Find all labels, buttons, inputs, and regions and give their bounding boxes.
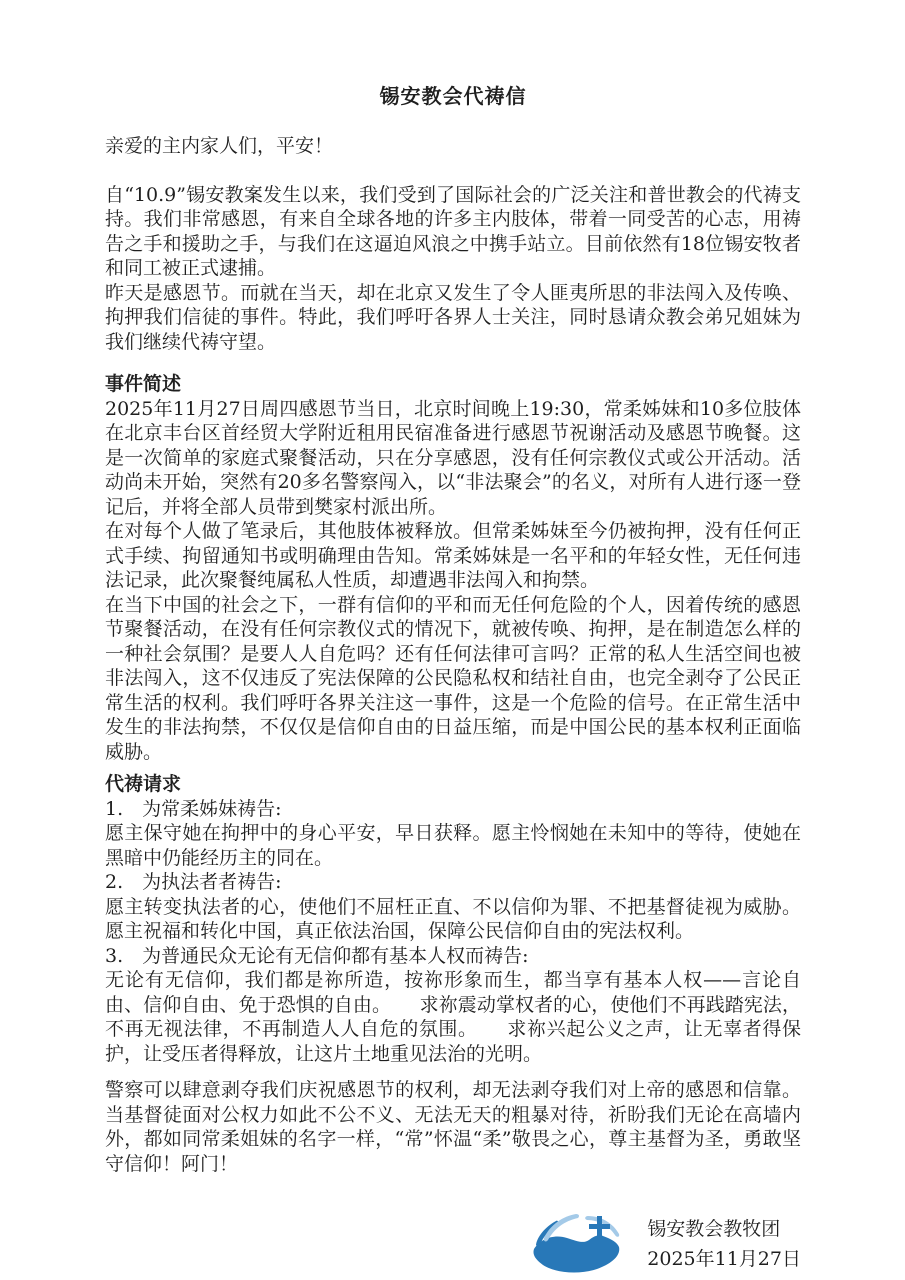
paragraph: 在对每个人做了笔录后，其他肢体被释放。但常柔姊妹至今仍被拘押，没有任何正式手续、拘留通知书或明确理由告知。常柔姊妹是一名平和的年轻女性，无任何违法记录，此次聚餐纯属私人性质，却遭遇非法闯入和拘禁。: [105, 520, 801, 591]
signature-block: [105, 1212, 801, 1276]
church-logo-icon: [531, 1212, 623, 1276]
greeting-line: 亲爱的主内家人们，平安！: [105, 135, 334, 157]
intro-block: [105, 183, 801, 355]
prayer-item-label: 2. 为执法者者祷告:: [105, 871, 282, 893]
signature-text: [647, 1214, 801, 1274]
signature-org: 锡安教会教牧团: [647, 1218, 781, 1240]
prayer-item-body: 无论有无信仰，我们都是祢所造，按祢形象而生，都当享有基本人权——言论自由、信仰自由、免于恐惧的自由。 求祢震动掌权者的心，使他们不再践踏宪法，不再无视法律，不再制造人人自危的氛围。 求祢兴起公义之声，让无辜者得保护，让受压者得释放，让这片土地重见法治的光明。: [105, 969, 801, 1065]
page-title: 锡安教会代祷信: [379, 84, 527, 108]
section-heading-prayer: 代祷请求: [105, 773, 182, 795]
incident-section: [105, 397, 801, 765]
paragraph: 自“10.9”锡安教案发生以来，我们受到了国际社会的广泛关注和普世教会的代祷支持。我们非常感恩，有来自全球各地的许多主内肢体，带着一同受苦的心志，用祷告之手和援助之手，与我们在这逼迫风浪之中携手站立。目前依然有18位锡安牧者和同工被正式逮捕。: [105, 183, 801, 279]
prayer-item-label: 3. 为普通民众无论有无信仰都有基本人权而祷告:: [105, 944, 529, 967]
signature-date: 2025年11月27日: [647, 1248, 801, 1270]
prayer-item-label: 1. 为常柔姊妹祷告:: [105, 797, 282, 820]
prayer-item-body: 愿主保守她在拘押中的身心平安，早日获释。愿主怜悯她在未知中的等待，使她在黑暗中仍能经历主的同在。: [105, 822, 801, 869]
closing-paragraph: 警察可以肆意剥夺我们庆祝感恩节的权利，却无法剥夺我们对上帝的感恩和信靠。当基督徒面对公权力如此不公不义、无法无天的粗暴对待，祈盼我们无论在高墙内外，都如同常柔姐妹的名字一样，“常”怀温“柔”敬畏之心，尊主基督为圣，勇敢坚守信仰！阿门！: [105, 1079, 801, 1175]
paragraph: 昨天是感恩节。而就在当天，却在北京又发生了令人匪夷所思的非法闯入及传唤、拘押我们信徒的事件。特此，我们呼吁各界人士关注，同时恳请众教会弟兄姐妹为我们继续代祷守望。: [105, 281, 801, 353]
paragraph: 2025年11月27日周四感恩节当日，北京时间晚上19:30，常柔姊妹和10多位肢体在北京丰台区首经贸大学附近租用民宿准备进行感恩节祝谢活动及感恩节晚餐。这是一次简单的家庭式聚餐活动，只在分享感恩，没有任何宗教仪式或公开活动。活动尚未开始，突然有20多名警察闯入，以“非法聚会”的名义，对所有人进行逐一登记后，并将全部人员带到樊家村派出所。: [105, 397, 801, 518]
prayer-item-body: 愿主转变执法者的心，使他们不屈枉正直、不以信仰为罪、不把基督徒视为威胁。愿主祝福和转化中国，真正依法治国，保障公民信仰自由的宪法权利。: [105, 895, 801, 942]
prayer-section: [105, 797, 801, 1067]
section-heading-incident: 事件简述: [105, 373, 182, 395]
paragraph: 在当下中国的社会之下，一群有信仰的平和而无任何危险的个人，因着传统的感恩节聚餐活动，在没有任何宗教仪式的情况下，就被传唤、拘押，是在制造怎么样的一种社会氛围？是要人人自危吗？还有任何法律可言吗？正常的私人生活空间也被非法闯入，这不仅违反了宪法保障的公民隐私权和结社自由，也完全剥夺了公民正常生活的权利。我们呼吁各界关注这一事件，这是一个危险的信号。在正常生活中发生的非法拘禁，不仅仅是信仰自由的日益压缩，而是中国公民的基本权利正面临威胁。: [105, 593, 801, 763]
